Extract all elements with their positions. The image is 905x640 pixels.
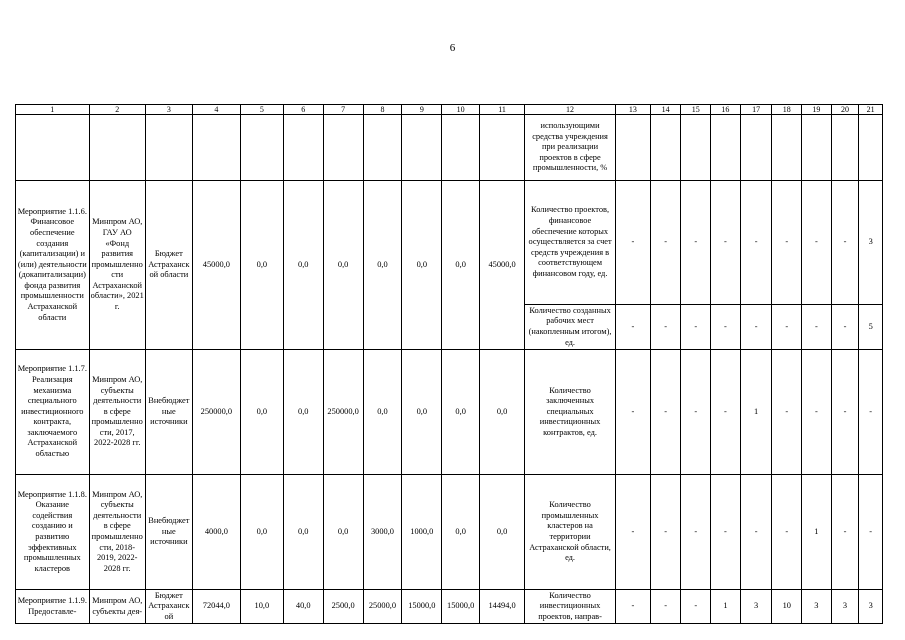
cell-value: 45000,0 [192,181,240,350]
cell-value: 3000,0 [363,475,402,590]
cell-measure: Мероприятие 1.1.6. Финансовое обеспечение создания (капитализации) и (или) деятельности (докапитализации) фонда развития промышленности Астраханской области [16,181,90,350]
cell-target: - [772,305,802,350]
table-row [16,590,883,624]
cell-target: - [616,181,651,305]
cell-indicator: Количество промышленных кластеров на территории Астраханской области, ед. [525,475,616,590]
cell-target [859,115,883,181]
cell-value: 0,0 [402,181,442,350]
cell-source [145,115,192,181]
cell-value: 0,0 [442,350,480,475]
cell-executor: Минпром АО, субъекты деятельности в сфере промышленности, 2017, 2022-2028 гг. [89,350,145,475]
column-header: 6 [283,105,323,115]
cell-value: 40,0 [283,590,323,624]
cell-value: 0,0 [283,350,323,475]
cell-target: - [616,305,651,350]
table-row [16,350,883,475]
column-header: 8 [363,105,402,115]
cell-value: 0,0 [442,475,480,590]
cell-target: 3 [859,181,883,305]
cell-indicator: использующими средства учреждения при реализации проектов в сфере промышленности, % [525,115,616,181]
cell-target: - [650,475,681,590]
column-header: 19 [802,105,832,115]
cell-value [363,115,402,181]
cell-target: - [831,181,859,305]
cell-target: - [802,350,832,475]
cell-value: 0,0 [480,475,525,590]
cell-value: 0,0 [240,350,283,475]
cell-target: - [772,350,802,475]
cell-indicator: Количество созданных рабочих мест (накопленным итогом), ед. [525,305,616,350]
cell-value: 72044,0 [192,590,240,624]
cell-target: - [711,350,741,475]
cell-target: - [681,350,711,475]
cell-target: 3 [859,590,883,624]
cell-target: 5 [859,305,883,350]
cell-target: - [616,475,651,590]
cell-source: Внебюджетные источники [145,475,192,590]
cell-target: - [681,475,711,590]
column-header: 3 [145,105,192,115]
column-header: 15 [681,105,711,115]
column-header: 1 [16,105,90,115]
cell-target [650,115,681,181]
cell-target [740,115,772,181]
cell-indicator: Количество заключенных специальных инвестиционных контрактов, ед. [525,350,616,475]
cell-target: - [802,181,832,305]
cell-target: - [711,305,741,350]
cell-target: 3 [802,590,832,624]
cell-value: 0,0 [363,350,402,475]
column-header: 21 [859,105,883,115]
cell-target: - [740,475,772,590]
cell-target: 1 [740,350,772,475]
cell-target: - [681,590,711,624]
cell-target: - [681,181,711,305]
cell-target: - [831,475,859,590]
cell-value [240,115,283,181]
cell-value: 45000,0 [480,181,525,350]
column-header: 9 [402,105,442,115]
cell-value: 10,0 [240,590,283,624]
table-row [16,475,883,590]
cell-target [772,115,802,181]
cell-value: 250000,0 [192,350,240,475]
cell-target: - [772,475,802,590]
cell-executor: Минпром АО, субъекты дея- [89,590,145,624]
column-header: 10 [442,105,480,115]
cell-value [283,115,323,181]
cell-target: - [802,305,832,350]
cell-target: - [740,305,772,350]
cell-target: - [859,475,883,590]
cell-executor: Минпром АО, ГАУ АО «Фонд развития промышленности Астраханской области», 2021 г. [89,181,145,350]
cell-value: 14494,0 [480,590,525,624]
cell-value: 0,0 [323,475,363,590]
table-row [16,181,883,305]
cell-target: - [650,590,681,624]
column-header: 20 [831,105,859,115]
cell-measure [16,115,90,181]
cell-measure: Мероприятие 1.1.8. Оказание содействия созданию и развитию эффективных промышленных кластеров [16,475,90,590]
cell-value: 2500,0 [323,590,363,624]
cell-value [323,115,363,181]
column-header: 5 [240,105,283,115]
cell-value [480,115,525,181]
cell-value [442,115,480,181]
cell-target: 3 [740,590,772,624]
cell-value: 15000,0 [442,590,480,624]
cell-value: 0,0 [402,350,442,475]
cell-target: - [650,350,681,475]
cell-value: 0,0 [442,181,480,350]
header-row [16,105,883,115]
cell-target: - [650,181,681,305]
cell-target: - [616,590,651,624]
column-header: 7 [323,105,363,115]
cell-source: Бюджет Астраханской [145,590,192,624]
cell-value [402,115,442,181]
column-header: 18 [772,105,802,115]
cell-value: 15000,0 [402,590,442,624]
cell-target: - [859,350,883,475]
cell-value: 0,0 [283,181,323,350]
cell-measure: Мероприятие 1.1.7. Реализация механизма специального инвестиционного контракта, заключаемого Астраханской областью [16,350,90,475]
cell-value: 0,0 [283,475,323,590]
cell-value: 0,0 [323,181,363,350]
cell-target: - [681,305,711,350]
table-row [16,115,883,181]
column-header: 2 [89,105,145,115]
cell-value: 250000,0 [323,350,363,475]
column-header: 4 [192,105,240,115]
cell-target: 10 [772,590,802,624]
cell-target [711,115,741,181]
cell-indicator: Количество проектов, финансовое обеспечение которых осуществляется за счет средств учреждения в соответствующем финансовом году, ед. [525,181,616,305]
column-header: 17 [740,105,772,115]
column-header: 14 [650,105,681,115]
cell-value: 0,0 [240,475,283,590]
cell-target: - [740,181,772,305]
cell-value: 0,0 [363,181,402,350]
cell-target [616,115,651,181]
cell-target: - [711,181,741,305]
cell-target: - [831,350,859,475]
cell-target: - [650,305,681,350]
column-header: 12 [525,105,616,115]
cell-value: 4000,0 [192,475,240,590]
cell-target: - [831,305,859,350]
cell-value: 25000,0 [363,590,402,624]
page-number: 6 [449,42,456,54]
cell-value: 0,0 [480,350,525,475]
cell-target: - [616,350,651,475]
cell-target [831,115,859,181]
cell-target [681,115,711,181]
cell-value: 1000,0 [402,475,442,590]
cell-executor [89,115,145,181]
cell-measure: Мероприятие 1.1.9. Предоставле- [16,590,90,624]
column-header: 11 [480,105,525,115]
cell-target [802,115,832,181]
cell-source: Бюджет Астраханской области [145,181,192,350]
cell-source: Внебюджетные источники [145,350,192,475]
cell-target: 1 [711,590,741,624]
cell-executor: Минпром АО, субъекты деятельности в сфере промышленности, 2018-2019, 2022-2028 гг. [89,475,145,590]
cell-target: - [711,475,741,590]
column-header: 16 [711,105,741,115]
cell-indicator: Количество инвестиционных проектов, направ- [525,590,616,624]
cell-target: - [772,181,802,305]
cell-target: 3 [831,590,859,624]
program-table [15,104,883,624]
cell-target: 1 [802,475,832,590]
cell-value: 0,0 [240,181,283,350]
cell-value [192,115,240,181]
column-header: 13 [616,105,651,115]
